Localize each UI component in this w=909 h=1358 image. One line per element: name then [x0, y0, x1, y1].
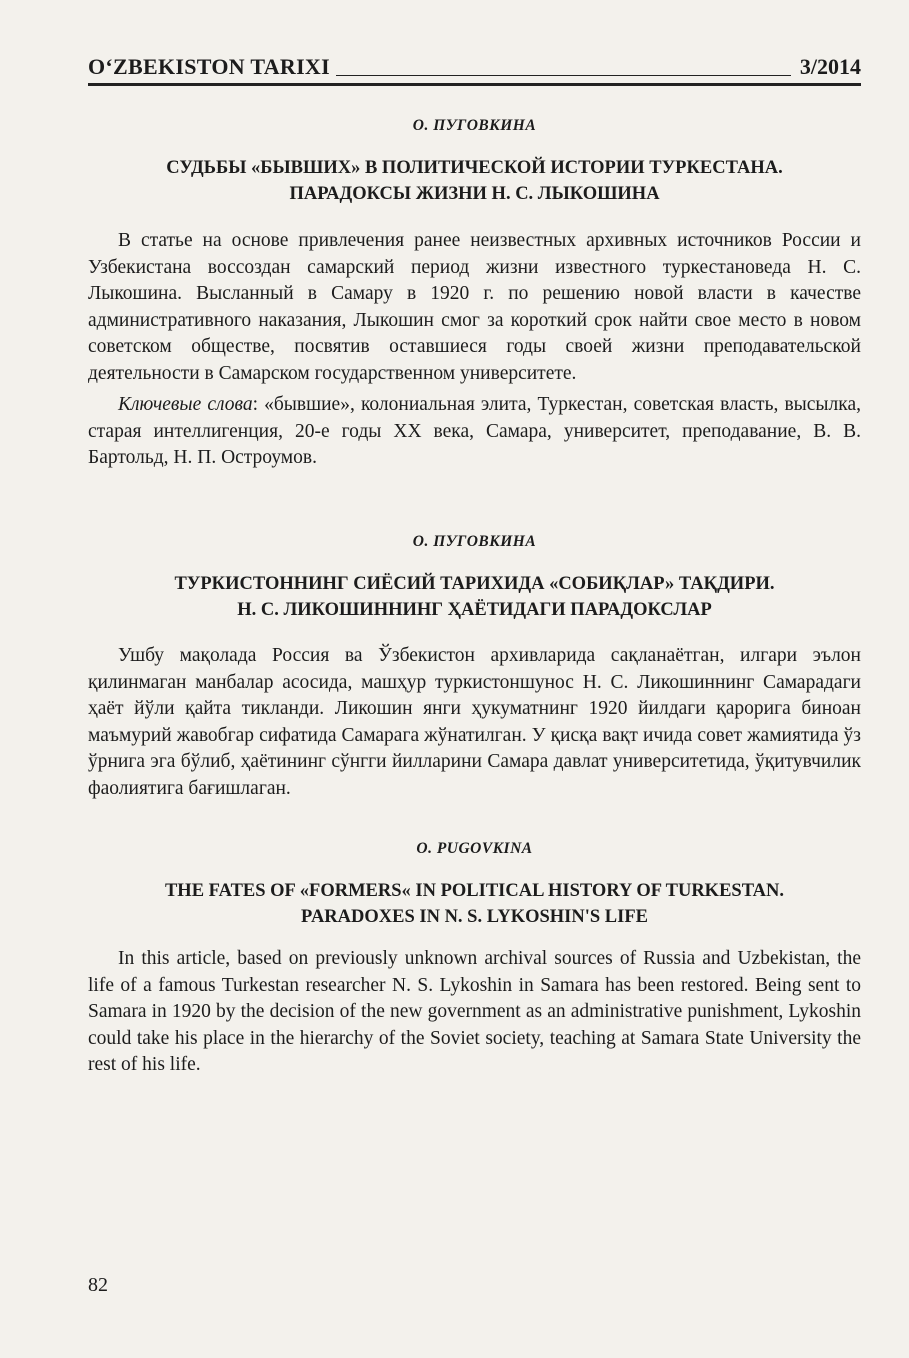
article-title [88, 571, 861, 623]
header-underline [328, 75, 791, 76]
abstract-text: Ушбу мақолада Россия ва Ўзбекистон архивларида сақланаётган, илгари эълон қилинмаган манбалар асосида, машҳур туркистоншунос Н. С. Ликошиннинг Самарадаги ҳаёт йўли қайта тикланди. Ликошин янги ҳукуматнинг 1920 йилдаги қарорига биноан маъмурий жавобгар сифатида Самарага жўнатилган. У қисқа вақт ичида совет жамиятида ўз ўрнига эга бўлиб, ҳаётининг сўнгги йилларини Самара давлат университетида, ўқитувчилик фаолиятига бағишлаган. [88, 645, 861, 799]
article-title-line: THE FATES OF «FORMERS« IN POLITICAL HISTORY OF TURKESTAN. [164, 881, 785, 901]
article-title-line: PARADOXES IN N. S. LYKOSHIN'S LIFE [301, 907, 648, 927]
article-title-line: Н. С. ЛИКОШИННИНГ ҲАЁТИДАГИ ПАРАДОКСЛАР [237, 600, 712, 620]
article-title-line: ТУРКИСТОННИНГ СИЁСИЙ ТАРИХИДА «СОБИҚЛАР» ТАҚДИРИ. [174, 574, 775, 594]
article-title-line: ПАРАДОКСЫ ЖИЗНИ Н. С. ЛЫКОШИНА [289, 184, 660, 204]
russian-abstract-section [88, 117, 861, 472]
article-title-line: СУДЬБЫ «БЫВШИХ» В ПОЛИТИЧЕСКОЙ ИСТОРИИ ТУРКЕСТАНА. [166, 158, 783, 178]
issue-number: 3/2014 [796, 52, 861, 82]
english-abstract-section [88, 840, 861, 1079]
uzbek-abstract-section [88, 533, 861, 802]
journal-name: O‘ZBEKISTON TARIXI [88, 52, 336, 82]
page-number: 82 [88, 1274, 108, 1296]
abstract-text: В статье на основе привлечения ранее неизвестных архивных источников России и Узбекистана воссоздан самарский период жизни известного туркестановеда Н. С. Лыкошина. Высланный в Самару в 1920 г. по решению новой власти в качестве административного наказания, Лыкошин смог за короткий срок найти свое место в новом советском обществе, посвятив оставшиеся годы своей жизни преподавательской деятельности в Самарском государственном университете. [88, 230, 861, 384]
article-title [88, 878, 861, 930]
keywords-label: Ключевые слова [118, 394, 253, 415]
author-name: O. PUGOVKINA [416, 840, 533, 857]
author-name: О. ПУГОВКИНА [412, 533, 537, 550]
running-header [88, 52, 861, 86]
author-name: О. ПУГОВКИНА [412, 117, 537, 134]
abstract-text: In this article, based on previously unknown archival sources of Russia and Uzbekistan, the life of a famous Turkestan researcher N. S. Lykoshin in Samara has been restored. Being sent to Samara in 1920 by the decision of the new government as an administrative punishment, Lykoshin could take his place in the hierarchy of the Soviet society, teaching at Samara State University the rest of his life. [88, 948, 861, 1075]
header-rule [88, 83, 861, 86]
article-title [88, 155, 861, 207]
keywords-paragraph [88, 392, 861, 472]
keywords-text: : «бывшие», колониальная элита, Туркестан, советская власть, высылка, старая интеллигенция, 20-е годы XX века, Самара, университет, преподавание, В. В. Бартольд, Н. П. Остроумов. [88, 394, 861, 468]
